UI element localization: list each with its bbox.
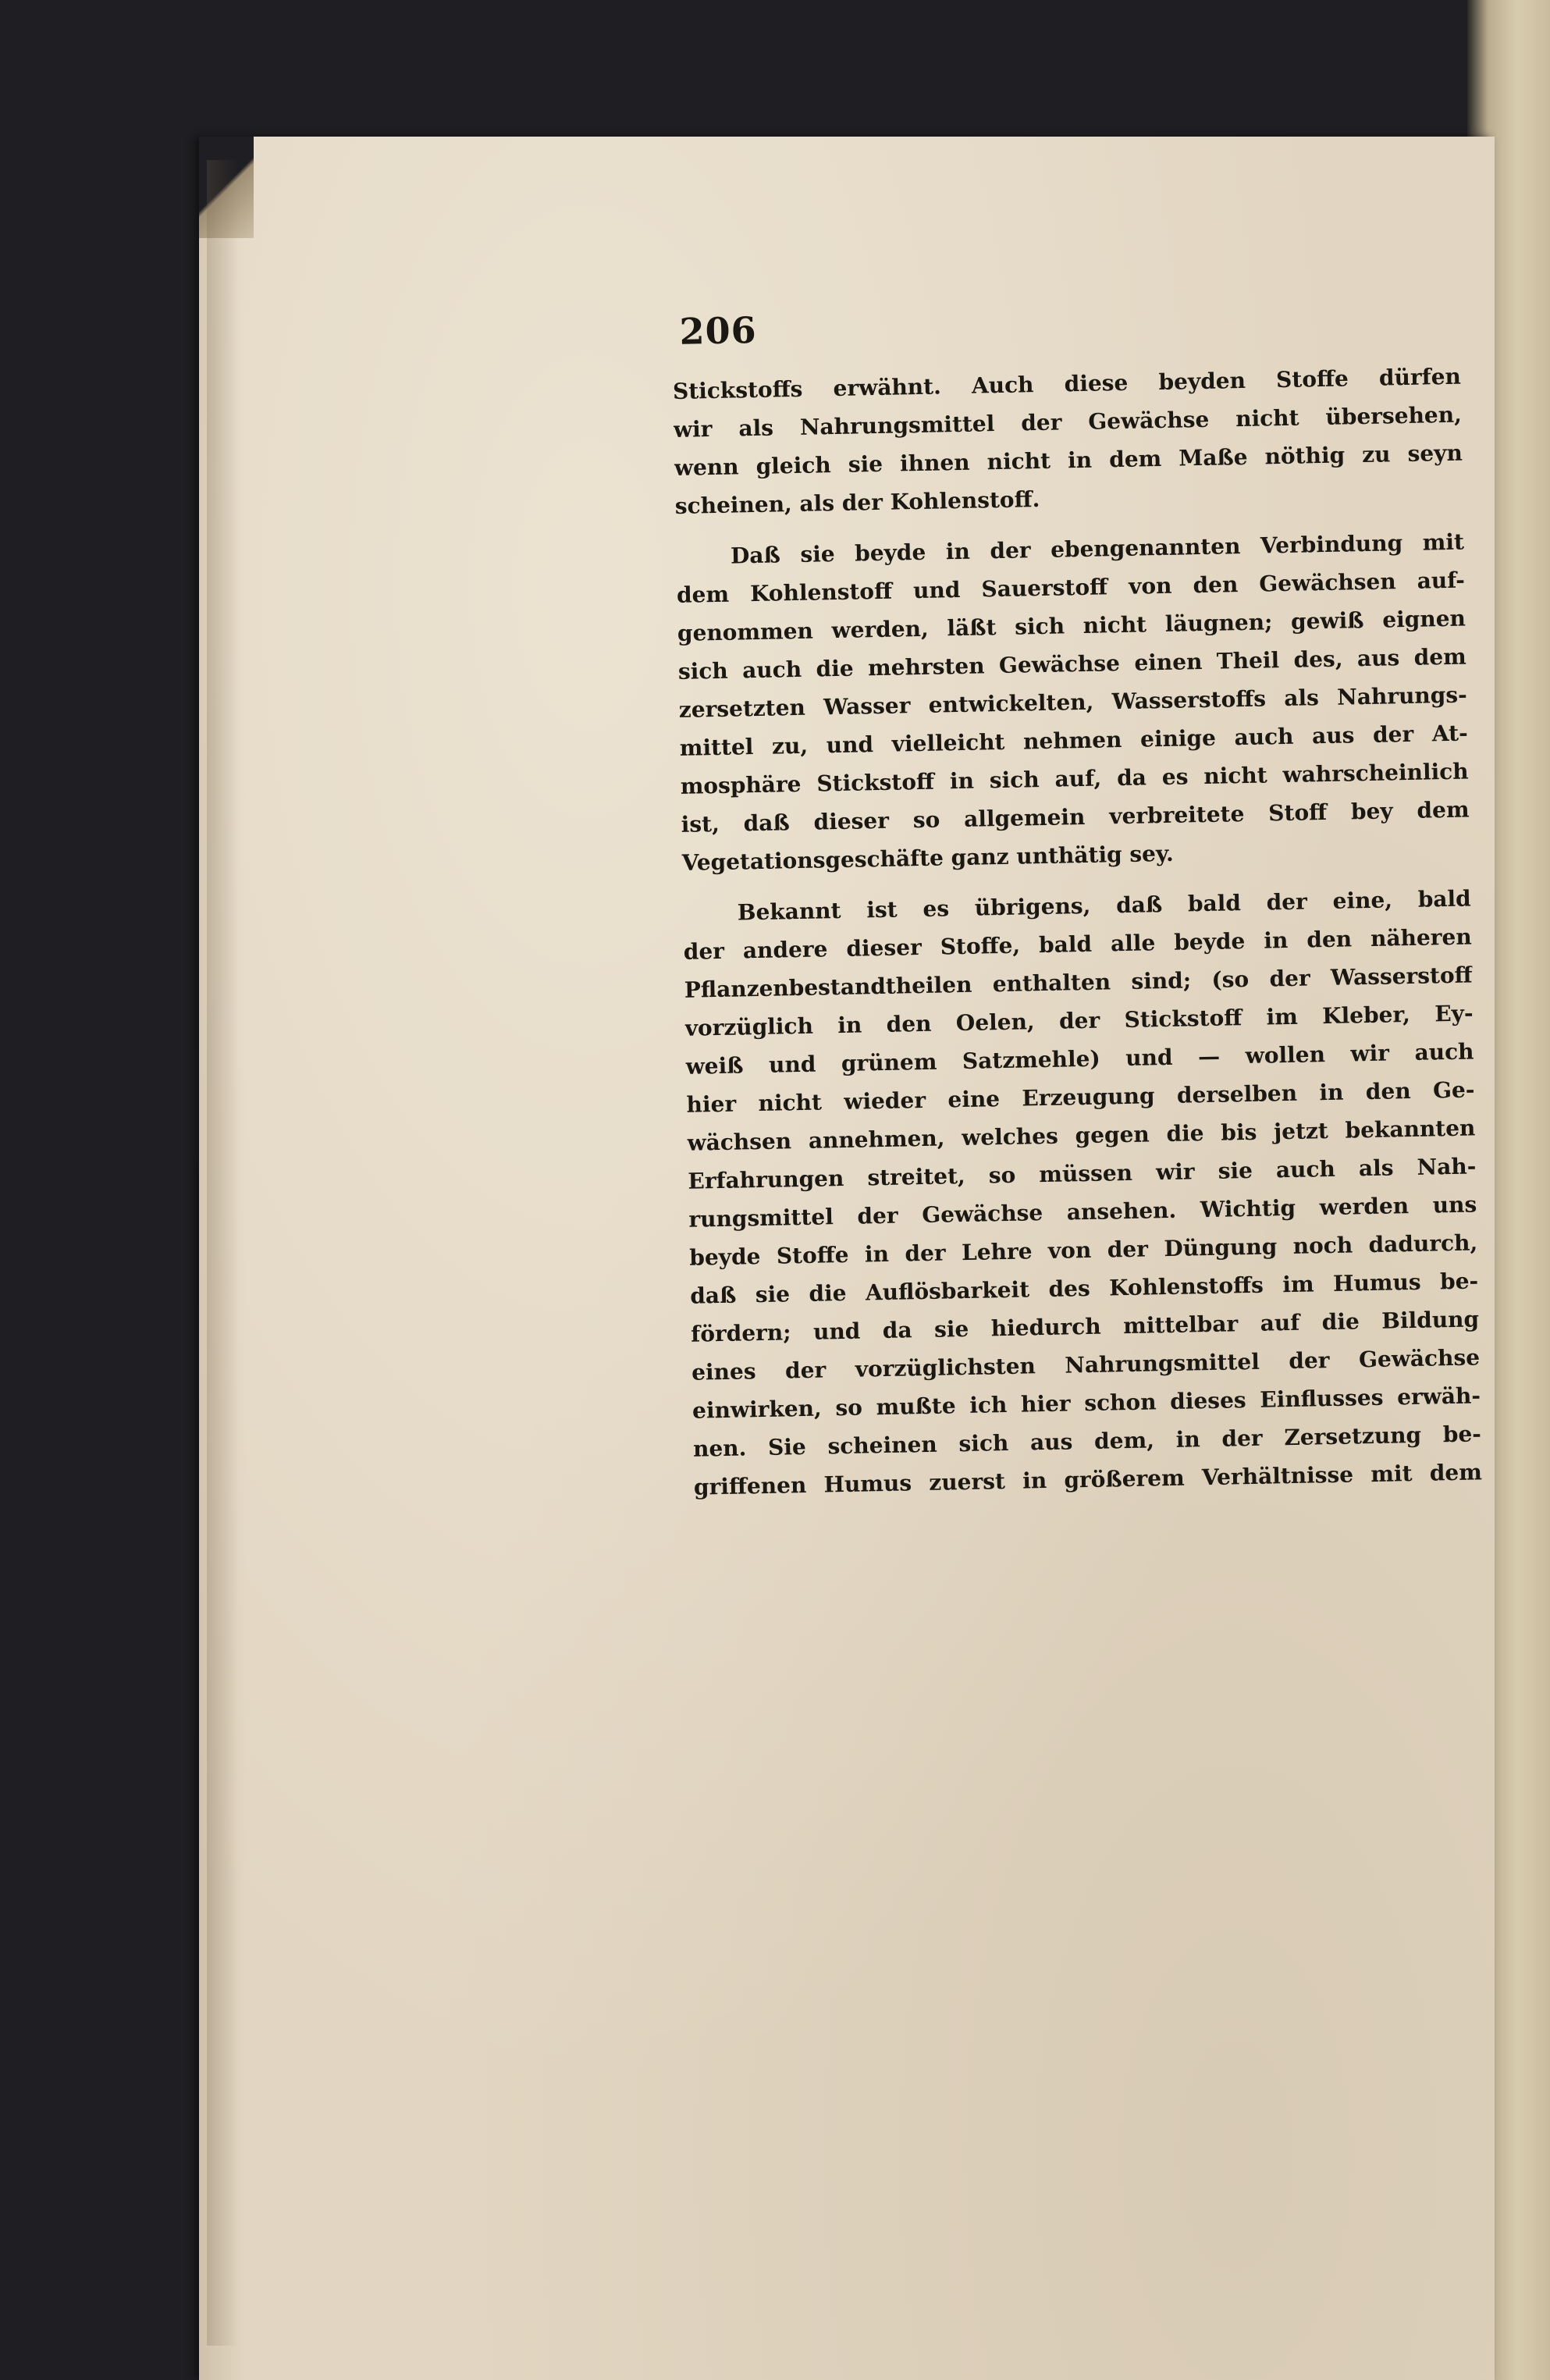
text-line: Pflanzenbestandtheilen enthalten sind; (so der Wasserstoff	[684, 962, 1473, 1003]
text-line: weiß und grünem Satzmehle) und — wollen wir auch	[685, 1038, 1474, 1080]
text-line: Bekannt ist es übrigens, daß bald der eine, bald	[737, 885, 1472, 926]
paragraph-1	[673, 358, 1464, 525]
text-line: nen. Sie scheinen sich aus dem, in der Zersetzung be-	[692, 1421, 1482, 1462]
page-number: 206	[679, 308, 758, 353]
text-line: rungsmittel der Gewächse ansehen. Wichtig werden uns	[688, 1191, 1477, 1233]
text-line: mittel zu, und vielleicht nehmen einige auch aus der At-	[679, 720, 1468, 761]
text-line: einwirken, so mußte ich hier schon dieses Einflusses erwäh-	[691, 1382, 1481, 1424]
text-line: wenn gleich sie ihnen nicht in dem Maße nöthig zu seyn	[674, 439, 1463, 481]
text-line: fördern; und da sie hiedurch mittelbar auf die Bildung	[690, 1306, 1480, 1347]
text-line: vorzüglich in den Oelen, der Stickstoff im Kleber, Ey-	[684, 1000, 1474, 1041]
text-line: daß sie die Auflösbarkeit des Kohlenstoffs im Humus be-	[689, 1268, 1479, 1309]
text-line: dem Kohlenstoff und Sauerstoff von den Gewächsen auf-	[676, 567, 1466, 608]
paragraph-3	[682, 879, 1482, 1506]
page-text	[671, 293, 1482, 1507]
text-line: Stickstoffs erwähnt. Auch diese beyden Stoffe dürfen	[672, 363, 1462, 404]
page-gutter-shadow	[207, 160, 238, 2346]
text-line: zersetzten Wasser entwickelten, Wasserstoffs als Nahrungs-	[678, 681, 1468, 723]
text-line: scheinen, als der Kohlenstoff.	[674, 486, 1040, 519]
text-line: Daß sie beyde in der ebengenannten Verbindung mit	[730, 528, 1465, 569]
text-line: eines der vorzüglichsten Nahrungsmittel der Gewächse	[691, 1344, 1481, 1386]
text-line: genommen werden, läßt sich nicht läugnen; gewiß eignen	[677, 605, 1466, 646]
text-line: sich auch die mehrsten Gewächse einen Theil des, aus dem	[677, 643, 1467, 685]
text-line: griffenen Humus zuerst in größerem Verhältnisse mit dem	[693, 1459, 1483, 1500]
text-line: ist, daß dieser so allgemein verbreitete Stoff bey dem	[681, 796, 1470, 838]
text-line: mosphäre Stickstoff in sich auf, da es nicht wahrscheinlich	[680, 758, 1469, 799]
text-line: wir als Nahrungsmittel der Gewächse nicht übersehen,	[673, 401, 1463, 443]
text-line: der andere dieser Stoffe, bald alle beyde in den näheren	[683, 923, 1472, 965]
text-line: Vegetationsgeschäfte ganz unthätig sey.	[681, 840, 1175, 876]
text-line: Erfahrungen streitet, so müssen wir sie auch als Nah-	[688, 1153, 1477, 1194]
text-line: wächsen annehmen, welches gegen die bis jetzt bekannten	[687, 1115, 1476, 1156]
paragraph-2	[676, 523, 1470, 882]
text-line: beyde Stoffe in der Lehre von der Düngung noch dadurch,	[689, 1229, 1478, 1271]
text-line: hier nicht wieder eine Erzeugung derselben in den Ge-	[686, 1076, 1475, 1118]
